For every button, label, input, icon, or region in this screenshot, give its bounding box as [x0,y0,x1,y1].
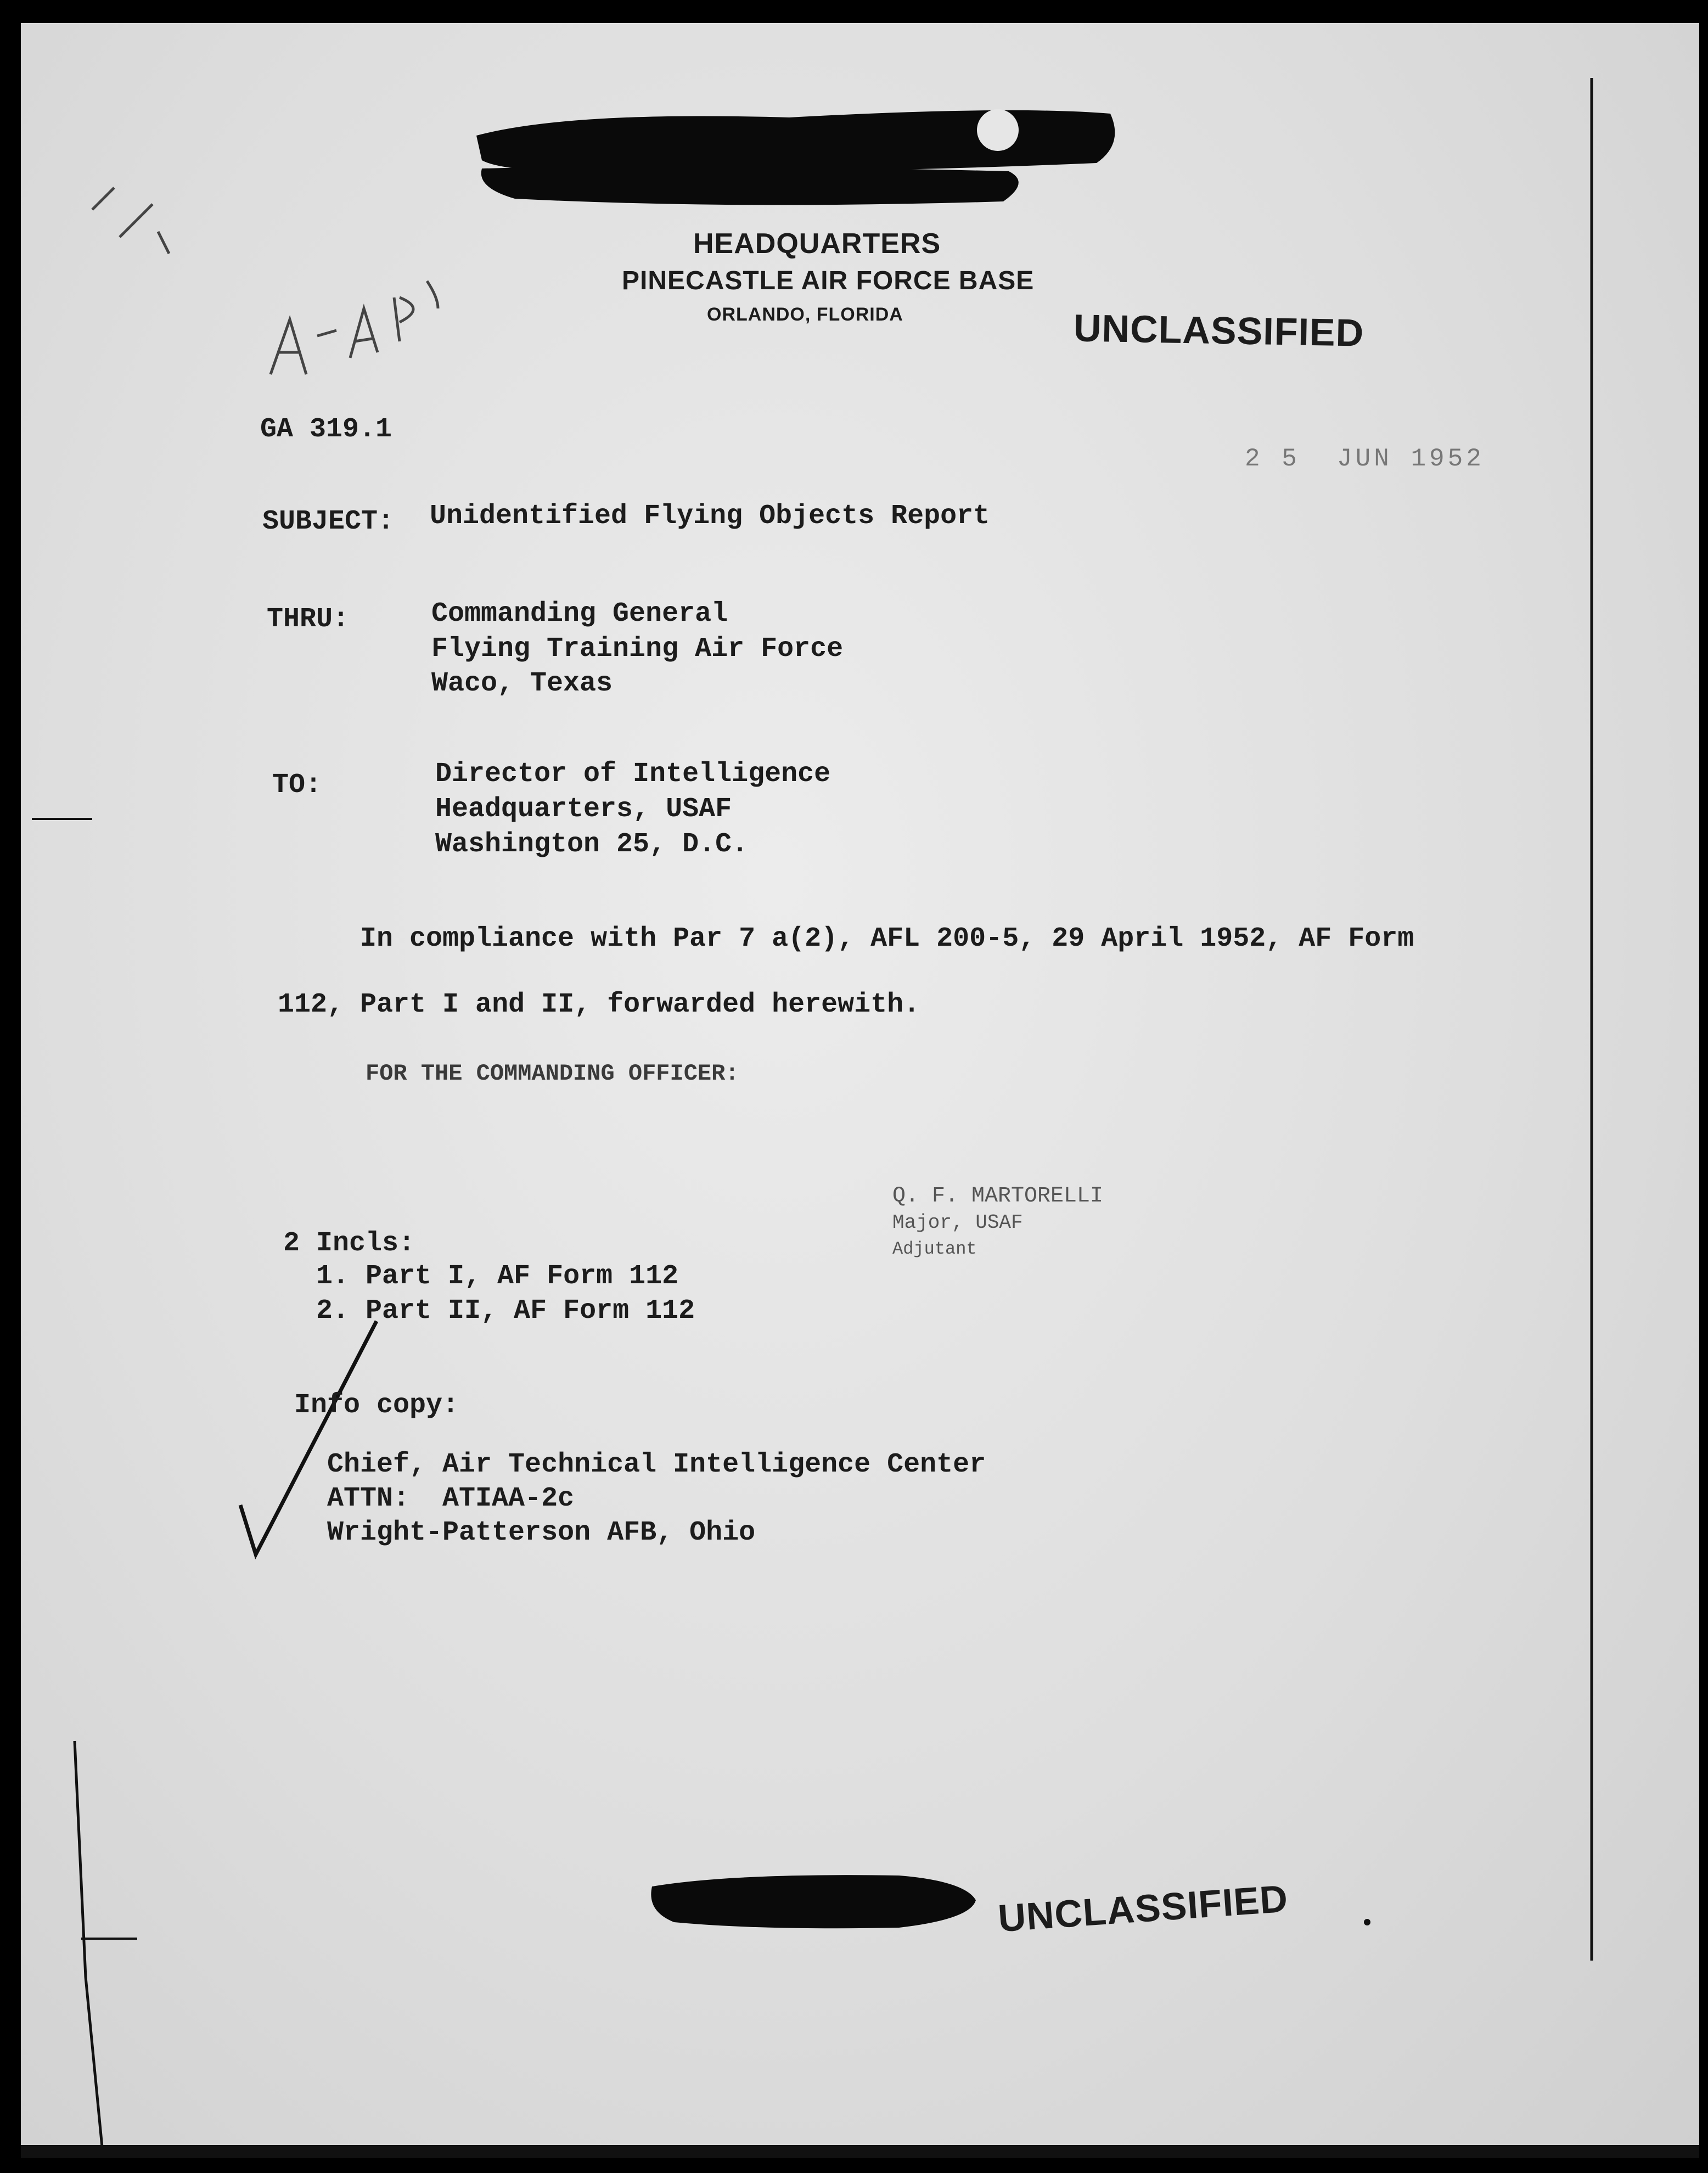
bottom-edge [21,2145,1699,2158]
letterhead-line2: PINECASTLE AIR FORCE BASE [622,266,1035,295]
document-page [21,23,1699,2158]
inclosure-item: 1. Part I, AF Form 112 [316,1261,679,1292]
left-margin-line [75,1741,103,2158]
signature-title: Adjutant [892,1239,977,1259]
classification-stamp-top: UNCLASSIFIED [1073,306,1364,355]
inclosures-heading: 2 Incls: [283,1228,415,1259]
for-commanding-officer: FOR THE COMMANDING OFFICER: [366,1060,739,1087]
redaction-bar [476,110,1115,172]
thru-line: Commanding General [431,598,728,630]
page-markings [21,23,1699,2158]
to-label: TO: [272,770,322,801]
signature-name: Q. F. MARTORELLI [892,1184,1104,1209]
info-copy-line: Wright-Patterson AFB, Ohio [327,1517,756,1548]
handwritten-note-mark [92,188,438,374]
info-copy-line: ATTN: ATIAA-2c [327,1483,575,1514]
info-copy-line: Chief, Air Technical Intelligence Center [327,1449,986,1480]
subject-label: SUBJECT: [262,506,395,537]
body-line: 112, Part I and II, forwarded herewith. [278,989,920,1020]
body-line: In compliance with Par 7 a(2), AFL 200-5, 29 April 1952, AF Form [360,923,1414,954]
letterhead-line1: HEADQUARTERS [693,228,941,260]
stray-dot [1364,1919,1370,1925]
punch-hole [977,109,1019,151]
subject-value: Unidentified Flying Objects Report [430,501,990,532]
thru-line: Waco, Texas [431,668,613,699]
info-copy-heading: Info copy: [294,1390,459,1421]
redaction-bar-bottom [651,1875,976,1928]
thru-label: THRU: [267,604,350,635]
signature-rank: Major, USAF [892,1211,1023,1234]
thru-line: Flying Training Air Force [431,633,844,665]
redaction-bar [481,166,1019,205]
to-line: Washington 25, D.C. [435,829,749,860]
file-reference: GA 319.1 [260,414,392,445]
date-stamp: 2 5 JUN 1952 [1245,445,1485,473]
classification-stamp-bottom: UNCLASSIFIED [996,1877,1290,1940]
inclosure-item: 2. Part II, AF Form 112 [316,1295,695,1327]
to-line: Director of Intelligence [435,759,831,790]
letterhead-line3: ORLANDO, FLORIDA [707,304,903,325]
to-line: Headquarters, USAF [435,794,732,825]
